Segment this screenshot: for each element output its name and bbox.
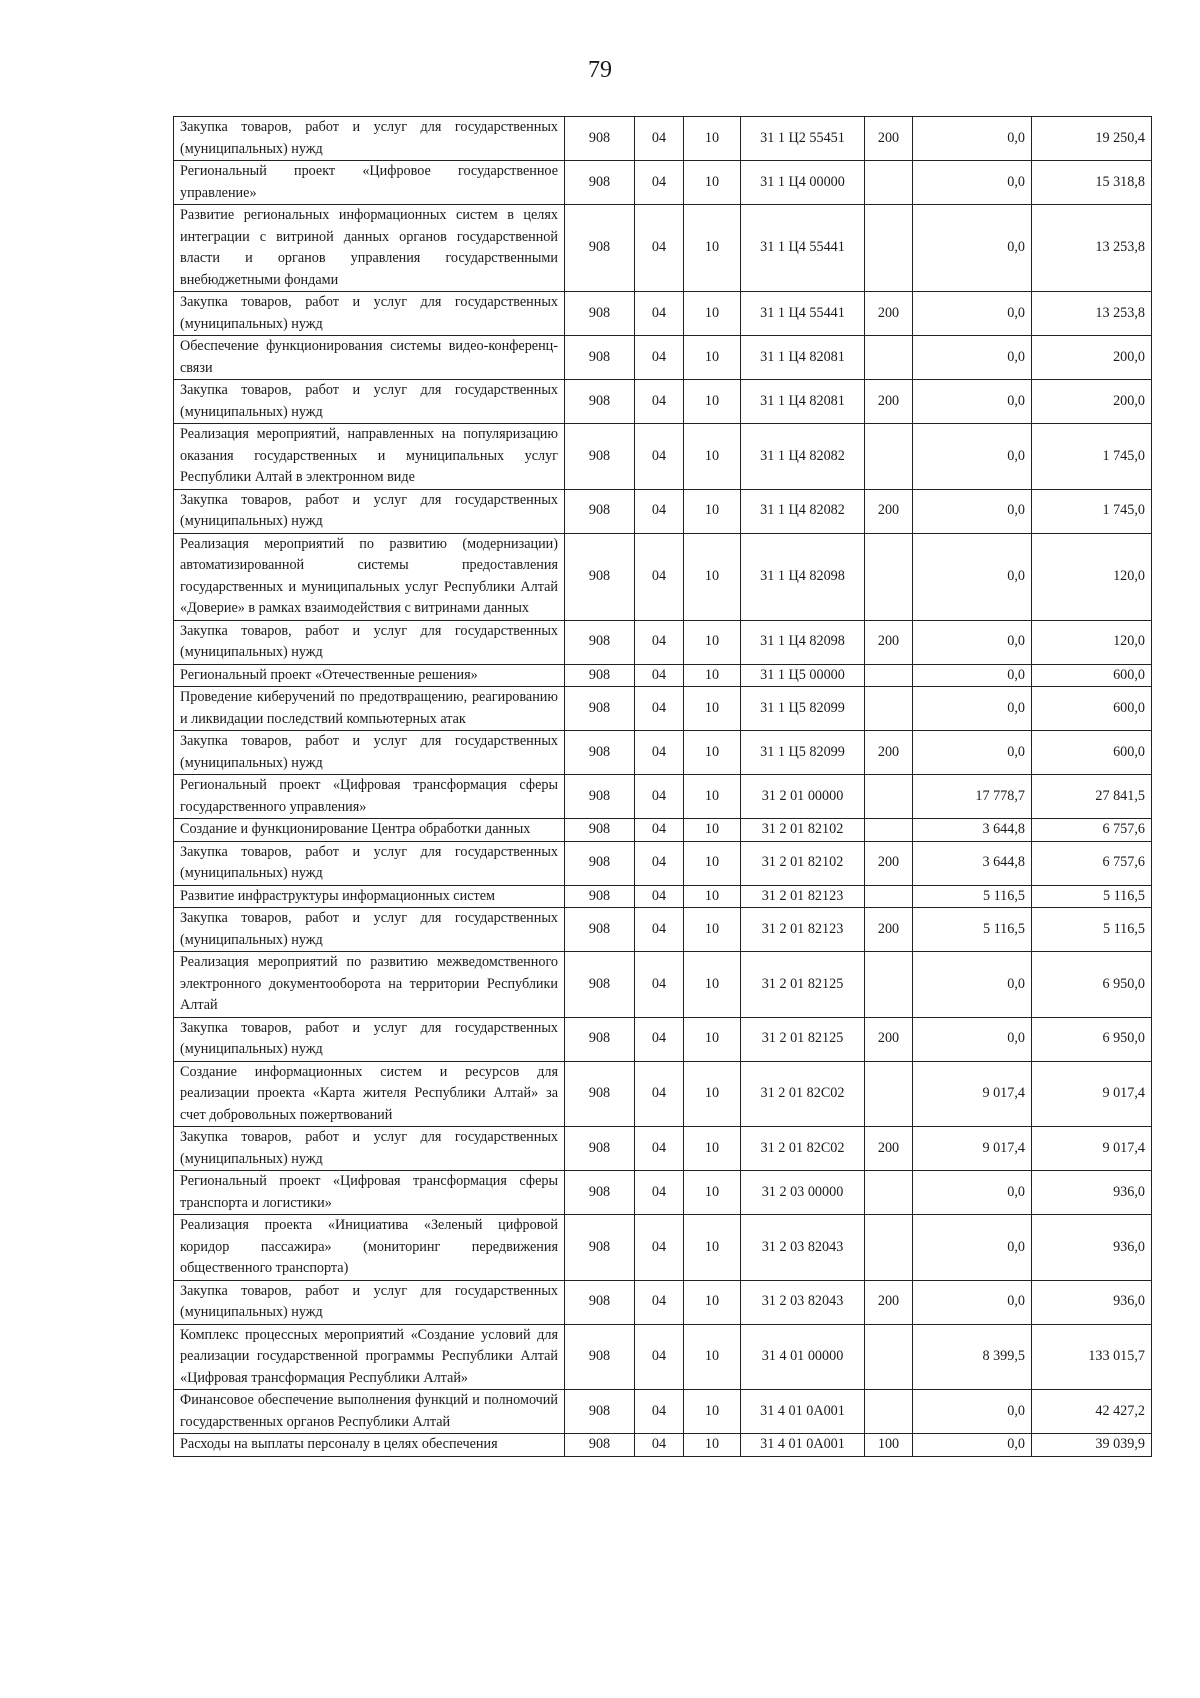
target-article-cell: 31 2 01 82102 bbox=[741, 819, 865, 842]
section-code-cell: 04 bbox=[635, 1390, 684, 1434]
amount-first-year-cell: 0,0 bbox=[913, 205, 1032, 292]
admin-code-cell: 908 bbox=[565, 489, 635, 533]
section-code-cell: 04 bbox=[635, 1434, 684, 1457]
amount-first-year-cell: 0,0 bbox=[913, 1171, 1032, 1215]
target-article-cell: 31 2 03 82043 bbox=[741, 1280, 865, 1324]
expense-type-cell bbox=[865, 424, 913, 490]
amount-second-year-cell: 9 017,4 bbox=[1032, 1061, 1152, 1127]
target-article-cell: 31 1 Ц5 82099 bbox=[741, 687, 865, 731]
target-article-cell: 31 1 Ц2 55451 bbox=[741, 117, 865, 161]
section-code-cell: 04 bbox=[635, 885, 684, 908]
subsection-code-cell: 10 bbox=[684, 533, 741, 620]
expense-name-cell: Закупка товаров, работ и услуг для государственных (муниципальных) нужд bbox=[174, 1127, 565, 1171]
expense-type-cell bbox=[865, 336, 913, 380]
section-code-cell: 04 bbox=[635, 775, 684, 819]
section-code-cell: 04 bbox=[635, 1061, 684, 1127]
amount-first-year-cell: 0,0 bbox=[913, 1434, 1032, 1457]
expense-type-cell: 200 bbox=[865, 841, 913, 885]
expense-name-cell: Региональный проект «Цифровая трансформация сферы транспорта и логистики» bbox=[174, 1171, 565, 1215]
amount-second-year-cell: 600,0 bbox=[1032, 687, 1152, 731]
target-article-cell: 31 1 Ц5 82099 bbox=[741, 731, 865, 775]
amount-first-year-cell: 0,0 bbox=[913, 117, 1032, 161]
expense-name-cell: Развитие региональных информационных систем в целях интеграции с витриной данных органов государственной власти и органов управления государственными внебюджетными фондами bbox=[174, 205, 565, 292]
expense-type-cell bbox=[865, 952, 913, 1018]
expense-name-cell: Обеспечение функционирования системы видео-конференц-связи bbox=[174, 336, 565, 380]
admin-code-cell: 908 bbox=[565, 1171, 635, 1215]
target-article-cell: 31 1 Ц4 82082 bbox=[741, 489, 865, 533]
subsection-code-cell: 10 bbox=[684, 819, 741, 842]
expense-type-cell bbox=[865, 819, 913, 842]
section-code-cell: 04 bbox=[635, 1215, 684, 1281]
section-code-cell: 04 bbox=[635, 1017, 684, 1061]
table-row bbox=[174, 1171, 1152, 1215]
amount-first-year-cell: 3 644,8 bbox=[913, 819, 1032, 842]
target-article-cell: 31 1 Ц4 82081 bbox=[741, 380, 865, 424]
amount-first-year-cell: 0,0 bbox=[913, 1390, 1032, 1434]
target-article-cell: 31 2 01 82125 bbox=[741, 952, 865, 1018]
expense-type-cell bbox=[865, 775, 913, 819]
expense-type-cell bbox=[865, 1061, 913, 1127]
amount-first-year-cell: 9 017,4 bbox=[913, 1061, 1032, 1127]
subsection-code-cell: 10 bbox=[684, 292, 741, 336]
amount-second-year-cell: 600,0 bbox=[1032, 664, 1152, 687]
amount-second-year-cell: 13 253,8 bbox=[1032, 292, 1152, 336]
section-code-cell: 04 bbox=[635, 1280, 684, 1324]
admin-code-cell: 908 bbox=[565, 775, 635, 819]
admin-code-cell: 908 bbox=[565, 908, 635, 952]
target-article-cell: 31 1 Ц4 82098 bbox=[741, 533, 865, 620]
table-row bbox=[174, 1127, 1152, 1171]
table-row bbox=[174, 664, 1152, 687]
expense-name-cell: Реализация мероприятий по развитию межведомственного электронного документооборота на территории Республики Алтай bbox=[174, 952, 565, 1018]
admin-code-cell: 908 bbox=[565, 841, 635, 885]
subsection-code-cell: 10 bbox=[684, 1324, 741, 1390]
expense-type-cell bbox=[865, 664, 913, 687]
expense-name-cell: Финансовое обеспечение выполнения функций и полномочий государственных органов Республики Алтай bbox=[174, 1390, 565, 1434]
section-code-cell: 04 bbox=[635, 380, 684, 424]
subsection-code-cell: 10 bbox=[684, 1434, 741, 1457]
admin-code-cell: 908 bbox=[565, 292, 635, 336]
expense-name-cell: Создание и функционирование Центра обработки данных bbox=[174, 819, 565, 842]
expense-name-cell: Закупка товаров, работ и услуг для государственных (муниципальных) нужд bbox=[174, 908, 565, 952]
subsection-code-cell: 10 bbox=[684, 161, 741, 205]
section-code-cell: 04 bbox=[635, 1171, 684, 1215]
section-code-cell: 04 bbox=[635, 908, 684, 952]
expense-type-cell: 200 bbox=[865, 489, 913, 533]
table-row bbox=[174, 819, 1152, 842]
amount-second-year-cell: 13 253,8 bbox=[1032, 205, 1152, 292]
section-code-cell: 04 bbox=[635, 841, 684, 885]
admin-code-cell: 908 bbox=[565, 205, 635, 292]
amount-first-year-cell: 0,0 bbox=[913, 489, 1032, 533]
table-row bbox=[174, 841, 1152, 885]
admin-code-cell: 908 bbox=[565, 664, 635, 687]
expense-name-cell: Реализация мероприятий, направленных на популяризацию оказания государственных и муниципальных услуг Республики Алтай в электронном виде bbox=[174, 424, 565, 490]
expense-name-cell: Закупка товаров, работ и услуг для государственных (муниципальных) нужд bbox=[174, 117, 565, 161]
expense-name-cell: Закупка товаров, работ и услуг для государственных (муниципальных) нужд bbox=[174, 489, 565, 533]
admin-code-cell: 908 bbox=[565, 1127, 635, 1171]
subsection-code-cell: 10 bbox=[684, 620, 741, 664]
expense-name-cell: Закупка товаров, работ и услуг для государственных (муниципальных) нужд bbox=[174, 841, 565, 885]
expense-type-cell: 200 bbox=[865, 380, 913, 424]
subsection-code-cell: 10 bbox=[684, 841, 741, 885]
expense-type-cell bbox=[865, 1171, 913, 1215]
amount-second-year-cell: 6 757,6 bbox=[1032, 819, 1152, 842]
amount-first-year-cell: 0,0 bbox=[913, 664, 1032, 687]
amount-first-year-cell: 0,0 bbox=[913, 620, 1032, 664]
amount-second-year-cell: 936,0 bbox=[1032, 1280, 1152, 1324]
expense-type-cell bbox=[865, 533, 913, 620]
amount-first-year-cell: 0,0 bbox=[913, 380, 1032, 424]
expense-type-cell bbox=[865, 1215, 913, 1281]
expense-type-cell: 200 bbox=[865, 1280, 913, 1324]
table-row bbox=[174, 1434, 1152, 1457]
section-code-cell: 04 bbox=[635, 336, 684, 380]
target-article-cell: 31 2 01 00000 bbox=[741, 775, 865, 819]
amount-second-year-cell: 6 950,0 bbox=[1032, 1017, 1152, 1061]
subsection-code-cell: 10 bbox=[684, 380, 741, 424]
amount-second-year-cell: 19 250,4 bbox=[1032, 117, 1152, 161]
expense-type-cell bbox=[865, 1390, 913, 1434]
expense-type-cell: 200 bbox=[865, 117, 913, 161]
expense-name-cell: Закупка товаров, работ и услуг для государственных (муниципальных) нужд bbox=[174, 1280, 565, 1324]
amount-first-year-cell: 9 017,4 bbox=[913, 1127, 1032, 1171]
expense-name-cell: Проведение киберучений по предотвращению, реагированию и ликвидации последствий компьютерных атак bbox=[174, 687, 565, 731]
section-code-cell: 04 bbox=[635, 952, 684, 1018]
subsection-code-cell: 10 bbox=[684, 1390, 741, 1434]
subsection-code-cell: 10 bbox=[684, 424, 741, 490]
table-row bbox=[174, 908, 1152, 952]
amount-second-year-cell: 6 757,6 bbox=[1032, 841, 1152, 885]
expense-name-cell: Региональный проект «Цифровая трансформация сферы государственного управления» bbox=[174, 775, 565, 819]
expense-type-cell: 200 bbox=[865, 292, 913, 336]
section-code-cell: 04 bbox=[635, 1324, 684, 1390]
section-code-cell: 04 bbox=[635, 161, 684, 205]
amount-second-year-cell: 42 427,2 bbox=[1032, 1390, 1152, 1434]
admin-code-cell: 908 bbox=[565, 819, 635, 842]
target-article-cell: 31 1 Ц4 00000 bbox=[741, 161, 865, 205]
expense-name-cell: Закупка товаров, работ и услуг для государственных (муниципальных) нужд bbox=[174, 292, 565, 336]
amount-second-year-cell: 600,0 bbox=[1032, 731, 1152, 775]
admin-code-cell: 908 bbox=[565, 1390, 635, 1434]
subsection-code-cell: 10 bbox=[684, 952, 741, 1018]
amount-first-year-cell: 17 778,7 bbox=[913, 775, 1032, 819]
admin-code-cell: 908 bbox=[565, 1434, 635, 1457]
admin-code-cell: 908 bbox=[565, 1324, 635, 1390]
amount-first-year-cell: 0,0 bbox=[913, 1017, 1032, 1061]
amount-first-year-cell: 5 116,5 bbox=[913, 885, 1032, 908]
page-number: 79 bbox=[588, 57, 612, 83]
target-article-cell: 31 1 Ц5 00000 bbox=[741, 664, 865, 687]
amount-first-year-cell: 0,0 bbox=[913, 952, 1032, 1018]
amount-second-year-cell: 9 017,4 bbox=[1032, 1127, 1152, 1171]
table-row bbox=[174, 292, 1152, 336]
admin-code-cell: 908 bbox=[565, 885, 635, 908]
table-row bbox=[174, 885, 1152, 908]
subsection-code-cell: 10 bbox=[684, 117, 741, 161]
target-article-cell: 31 4 01 0А001 bbox=[741, 1390, 865, 1434]
table-row bbox=[174, 620, 1152, 664]
amount-second-year-cell: 5 116,5 bbox=[1032, 885, 1152, 908]
table-row bbox=[174, 117, 1152, 161]
table-row bbox=[174, 1215, 1152, 1281]
table-row bbox=[174, 731, 1152, 775]
expense-name-cell: Закупка товаров, работ и услуг для государственных (муниципальных) нужд bbox=[174, 1017, 565, 1061]
section-code-cell: 04 bbox=[635, 1127, 684, 1171]
table-row bbox=[174, 424, 1152, 490]
amount-first-year-cell: 0,0 bbox=[913, 1215, 1032, 1281]
expense-name-cell: Комплекс процессных мероприятий «Создание условий для реализации государственной программы Республики Алтай «Цифровая трансформация Республики Алтай» bbox=[174, 1324, 565, 1390]
section-code-cell: 04 bbox=[635, 533, 684, 620]
table-row bbox=[174, 1324, 1152, 1390]
section-code-cell: 04 bbox=[635, 731, 684, 775]
expense-name-cell: Развитие инфраструктуры информационных систем bbox=[174, 885, 565, 908]
table-row bbox=[174, 1017, 1152, 1061]
target-article-cell: 31 1 Ц4 55441 bbox=[741, 292, 865, 336]
amount-second-year-cell: 200,0 bbox=[1032, 380, 1152, 424]
admin-code-cell: 908 bbox=[565, 952, 635, 1018]
table-row bbox=[174, 1061, 1152, 1127]
amount-second-year-cell: 27 841,5 bbox=[1032, 775, 1152, 819]
admin-code-cell: 908 bbox=[565, 1017, 635, 1061]
subsection-code-cell: 10 bbox=[684, 731, 741, 775]
amount-second-year-cell: 6 950,0 bbox=[1032, 952, 1152, 1018]
target-article-cell: 31 2 03 82043 bbox=[741, 1215, 865, 1281]
expense-name-cell: Реализация мероприятий по развитию (модернизации) автоматизированной системы предоставления государственных и муниципальных услуг Республики Алтай «Доверие» в рамках взаимодействия с витринами данных bbox=[174, 533, 565, 620]
amount-first-year-cell: 0,0 bbox=[913, 424, 1032, 490]
target-article-cell: 31 1 Ц4 82098 bbox=[741, 620, 865, 664]
section-code-cell: 04 bbox=[635, 664, 684, 687]
expense-type-cell bbox=[865, 1324, 913, 1390]
admin-code-cell: 908 bbox=[565, 731, 635, 775]
table-row bbox=[174, 533, 1152, 620]
subsection-code-cell: 10 bbox=[684, 775, 741, 819]
expense-name-cell: Закупка товаров, работ и услуг для государственных (муниципальных) нужд bbox=[174, 380, 565, 424]
subsection-code-cell: 10 bbox=[684, 1127, 741, 1171]
amount-first-year-cell: 8 399,5 bbox=[913, 1324, 1032, 1390]
admin-code-cell: 908 bbox=[565, 424, 635, 490]
subsection-code-cell: 10 bbox=[684, 908, 741, 952]
subsection-code-cell: 10 bbox=[684, 336, 741, 380]
section-code-cell: 04 bbox=[635, 620, 684, 664]
amount-second-year-cell: 133 015,7 bbox=[1032, 1324, 1152, 1390]
amount-first-year-cell: 0,0 bbox=[913, 533, 1032, 620]
expense-type-cell bbox=[865, 885, 913, 908]
amount-first-year-cell: 0,0 bbox=[913, 1280, 1032, 1324]
amount-first-year-cell: 3 644,8 bbox=[913, 841, 1032, 885]
subsection-code-cell: 10 bbox=[684, 205, 741, 292]
expense-type-cell: 100 bbox=[865, 1434, 913, 1457]
admin-code-cell: 908 bbox=[565, 1061, 635, 1127]
amount-first-year-cell: 0,0 bbox=[913, 731, 1032, 775]
subsection-code-cell: 10 bbox=[684, 1215, 741, 1281]
expense-type-cell: 200 bbox=[865, 731, 913, 775]
amount-second-year-cell: 1 745,0 bbox=[1032, 489, 1152, 533]
table-row bbox=[174, 205, 1152, 292]
admin-code-cell: 908 bbox=[565, 1280, 635, 1324]
amount-second-year-cell: 936,0 bbox=[1032, 1215, 1152, 1281]
expense-type-cell bbox=[865, 161, 913, 205]
expense-type-cell: 200 bbox=[865, 620, 913, 664]
amount-second-year-cell: 936,0 bbox=[1032, 1171, 1152, 1215]
target-article-cell: 31 4 01 0А001 bbox=[741, 1434, 865, 1457]
admin-code-cell: 908 bbox=[565, 336, 635, 380]
amount-first-year-cell: 5 116,5 bbox=[913, 908, 1032, 952]
target-article-cell: 31 2 01 82С02 bbox=[741, 1127, 865, 1171]
budget-table bbox=[173, 116, 1152, 1457]
admin-code-cell: 908 bbox=[565, 117, 635, 161]
table-row bbox=[174, 952, 1152, 1018]
expense-type-cell: 200 bbox=[865, 1127, 913, 1171]
expense-name-cell: Региональный проект «Цифровое государственное управление» bbox=[174, 161, 565, 205]
amount-first-year-cell: 0,0 bbox=[913, 292, 1032, 336]
amount-first-year-cell: 0,0 bbox=[913, 161, 1032, 205]
amount-second-year-cell: 120,0 bbox=[1032, 620, 1152, 664]
target-article-cell: 31 2 03 00000 bbox=[741, 1171, 865, 1215]
section-code-cell: 04 bbox=[635, 489, 684, 533]
amount-first-year-cell: 0,0 bbox=[913, 687, 1032, 731]
table-row bbox=[174, 161, 1152, 205]
expense-type-cell: 200 bbox=[865, 908, 913, 952]
expense-type-cell: 200 bbox=[865, 1017, 913, 1061]
subsection-code-cell: 10 bbox=[684, 1171, 741, 1215]
target-article-cell: 31 2 01 82125 bbox=[741, 1017, 865, 1061]
section-code-cell: 04 bbox=[635, 687, 684, 731]
amount-second-year-cell: 1 745,0 bbox=[1032, 424, 1152, 490]
amount-second-year-cell: 39 039,9 bbox=[1032, 1434, 1152, 1457]
expense-type-cell bbox=[865, 687, 913, 731]
target-article-cell: 31 1 Ц4 55441 bbox=[741, 205, 865, 292]
amount-first-year-cell: 0,0 bbox=[913, 336, 1032, 380]
table-row bbox=[174, 489, 1152, 533]
section-code-cell: 04 bbox=[635, 424, 684, 490]
amount-second-year-cell: 120,0 bbox=[1032, 533, 1152, 620]
table-row bbox=[174, 775, 1152, 819]
target-article-cell: 31 2 01 82102 bbox=[741, 841, 865, 885]
subsection-code-cell: 10 bbox=[684, 687, 741, 731]
expense-name-cell: Создание информационных систем и ресурсов для реализации проекта «Карта жителя Республики Алтай» за счет добровольных пожертвований bbox=[174, 1061, 565, 1127]
section-code-cell: 04 bbox=[635, 205, 684, 292]
target-article-cell: 31 2 01 82123 bbox=[741, 885, 865, 908]
amount-second-year-cell: 200,0 bbox=[1032, 336, 1152, 380]
amount-second-year-cell: 5 116,5 bbox=[1032, 908, 1152, 952]
admin-code-cell: 908 bbox=[565, 620, 635, 664]
amount-second-year-cell: 15 318,8 bbox=[1032, 161, 1152, 205]
section-code-cell: 04 bbox=[635, 292, 684, 336]
target-article-cell: 31 1 Ц4 82081 bbox=[741, 336, 865, 380]
expense-name-cell: Реализация проекта «Инициатива «Зеленый цифровой коридор пассажира» (мониторинг передвижения общественного транспорта) bbox=[174, 1215, 565, 1281]
table-row bbox=[174, 336, 1152, 380]
subsection-code-cell: 10 bbox=[684, 885, 741, 908]
table-row bbox=[174, 1390, 1152, 1434]
expense-name-cell: Расходы на выплаты персоналу в целях обеспечения bbox=[174, 1434, 565, 1457]
target-article-cell: 31 1 Ц4 82082 bbox=[741, 424, 865, 490]
subsection-code-cell: 10 bbox=[684, 1017, 741, 1061]
admin-code-cell: 908 bbox=[565, 1215, 635, 1281]
section-code-cell: 04 bbox=[635, 117, 684, 161]
admin-code-cell: 908 bbox=[565, 380, 635, 424]
expense-name-cell: Закупка товаров, работ и услуг для государственных (муниципальных) нужд bbox=[174, 620, 565, 664]
table-row bbox=[174, 380, 1152, 424]
subsection-code-cell: 10 bbox=[684, 1280, 741, 1324]
table-row bbox=[174, 1280, 1152, 1324]
subsection-code-cell: 10 bbox=[684, 489, 741, 533]
section-code-cell: 04 bbox=[635, 819, 684, 842]
subsection-code-cell: 10 bbox=[684, 664, 741, 687]
target-article-cell: 31 2 01 82С02 bbox=[741, 1061, 865, 1127]
table-row bbox=[174, 687, 1152, 731]
budget-table-body bbox=[174, 117, 1152, 1457]
target-article-cell: 31 2 01 82123 bbox=[741, 908, 865, 952]
admin-code-cell: 908 bbox=[565, 687, 635, 731]
expense-type-cell bbox=[865, 205, 913, 292]
expense-name-cell: Региональный проект «Отечественные решения» bbox=[174, 664, 565, 687]
target-article-cell: 31 4 01 00000 bbox=[741, 1324, 865, 1390]
admin-code-cell: 908 bbox=[565, 533, 635, 620]
expense-name-cell: Закупка товаров, работ и услуг для государственных (муниципальных) нужд bbox=[174, 731, 565, 775]
subsection-code-cell: 10 bbox=[684, 1061, 741, 1127]
admin-code-cell: 908 bbox=[565, 161, 635, 205]
